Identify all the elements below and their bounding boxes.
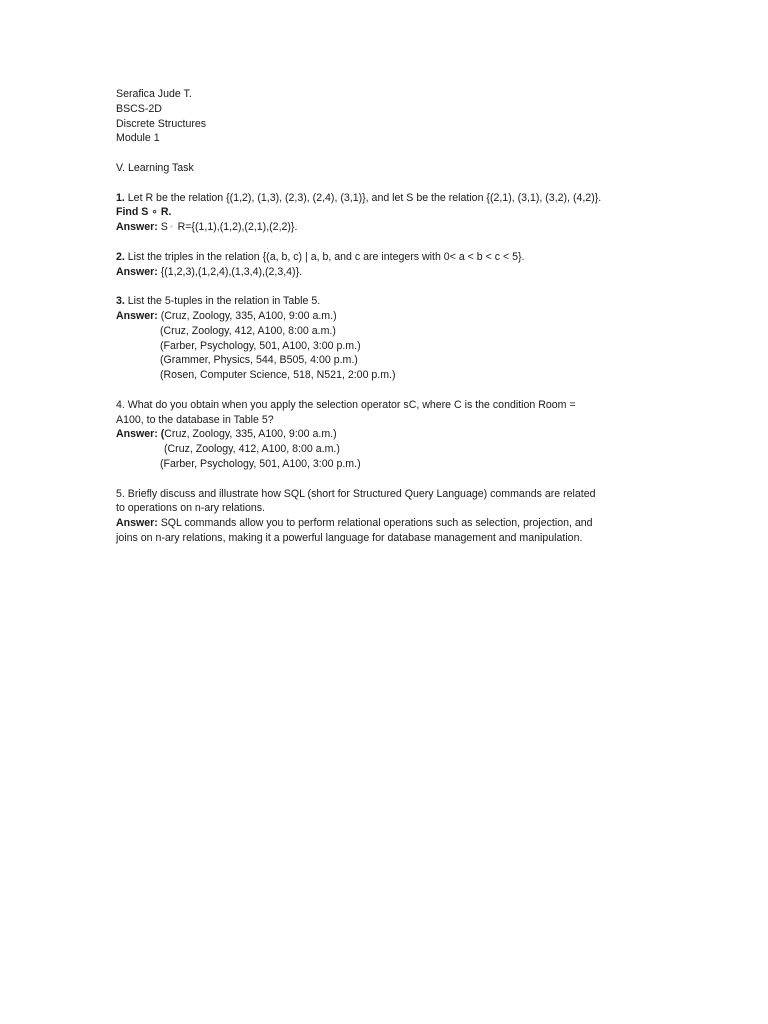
answer-3-item: (Cruz, Zoology, 335, A100, 9:00 a.m.) bbox=[157, 309, 337, 322]
answer-3-item: (Rosen, Computer Science, 518, N521, 2:00 p.m.) bbox=[160, 369, 396, 382]
answer-3-row bbox=[116, 309, 676, 324]
spacer bbox=[116, 279, 676, 294]
answer-4-row bbox=[116, 427, 676, 442]
question-5-line-1: 5. Briefly discuss and illustrate how SQL (short for Structured Query Language) commands are related bbox=[116, 487, 596, 500]
question-1-find: Find S ∘ R. bbox=[116, 206, 172, 219]
spacer bbox=[116, 176, 676, 191]
answer-5-text: SQL commands allow you to perform relational operations such as selection, projection, and bbox=[157, 517, 593, 530]
answer-4-item: (Farber, Psychology, 501, A100, 3:00 p.m.) bbox=[160, 457, 361, 470]
question-2 bbox=[116, 250, 676, 265]
spacer bbox=[116, 383, 676, 398]
question-3 bbox=[116, 294, 676, 309]
student-name: Serafica Jude T. bbox=[116, 88, 192, 100]
question-5-line-2: to operations on n-ary relations. bbox=[116, 502, 265, 515]
spacer bbox=[116, 146, 676, 161]
answer-3-item: (Farber, Psychology, 501, A100, 3:00 p.m.) bbox=[160, 339, 361, 352]
answer-3-label: Answer: bbox=[116, 309, 158, 322]
answer-4-item: Cruz, Zoology, 335, A100, 9:00 a.m.) bbox=[164, 428, 337, 441]
answer-3-item: (Grammer, Physics, 544, B505, 4:00 p.m.) bbox=[160, 354, 358, 367]
answer-5-row bbox=[116, 516, 676, 531]
question-3-text: List the 5-tuples in the relation in Table 5. bbox=[124, 295, 321, 308]
answer-2-text: {(1,2,3),(1,2,4),(1,3,4),(2,3,4)}. bbox=[157, 265, 303, 278]
spacer bbox=[116, 472, 676, 487]
course-title: Discrete Structures bbox=[116, 117, 207, 130]
answer-2 bbox=[116, 265, 676, 280]
question-2-number: 2. bbox=[116, 250, 125, 263]
answer-1-label: Answer: bbox=[116, 221, 158, 234]
answer-4-label: Answer: ( bbox=[116, 428, 165, 441]
question-4-line-1: 4. What do you obtain when you apply the selection operator sC, where C is the condition Room = bbox=[116, 398, 576, 411]
answer-1-text: R={(1,1),(1,2),(2,1),(2,2)}. bbox=[174, 221, 298, 234]
composition-glyph: ▫ bbox=[169, 222, 173, 232]
spacer bbox=[116, 235, 676, 250]
module-title: Module 1 bbox=[116, 132, 160, 145]
answer-3-item: (Cruz, Zoology, 412, A100, 8:00 a.m.) bbox=[160, 324, 336, 337]
answer-2-label: Answer: bbox=[116, 265, 158, 278]
answer-1-s: S bbox=[157, 221, 168, 234]
question-2-text: List the triples in the relation {(a, b, c) | a, b, and c are integers with 0< a < b < c < 5}. bbox=[124, 250, 525, 263]
question-3-number: 3. bbox=[116, 295, 125, 308]
answer-4-item: (Cruz, Zoology, 412, A100, 8:00 a.m.) bbox=[164, 443, 340, 456]
student-section: BSCS-2D bbox=[116, 102, 162, 115]
document-body bbox=[116, 87, 676, 546]
answer-5-label: Answer: bbox=[116, 517, 158, 530]
question-1 bbox=[116, 191, 676, 206]
question-4-line-2: A100, to the database in Table 5? bbox=[116, 413, 274, 426]
answer-5-text-continued: joins on n-ary relations, making it a powerful language for database management and manipulation. bbox=[116, 531, 583, 544]
question-1-text: Let R be the relation {(1,2), (1,3), (2,3), (2,4), (3,1)}, and let S be the relation {(2,1), (3,1), (3,2), (4,2)}. bbox=[124, 191, 602, 204]
answer-1 bbox=[116, 220, 676, 235]
question-1-number: 1. bbox=[116, 191, 125, 204]
task-title: V. Learning Task bbox=[116, 161, 194, 174]
